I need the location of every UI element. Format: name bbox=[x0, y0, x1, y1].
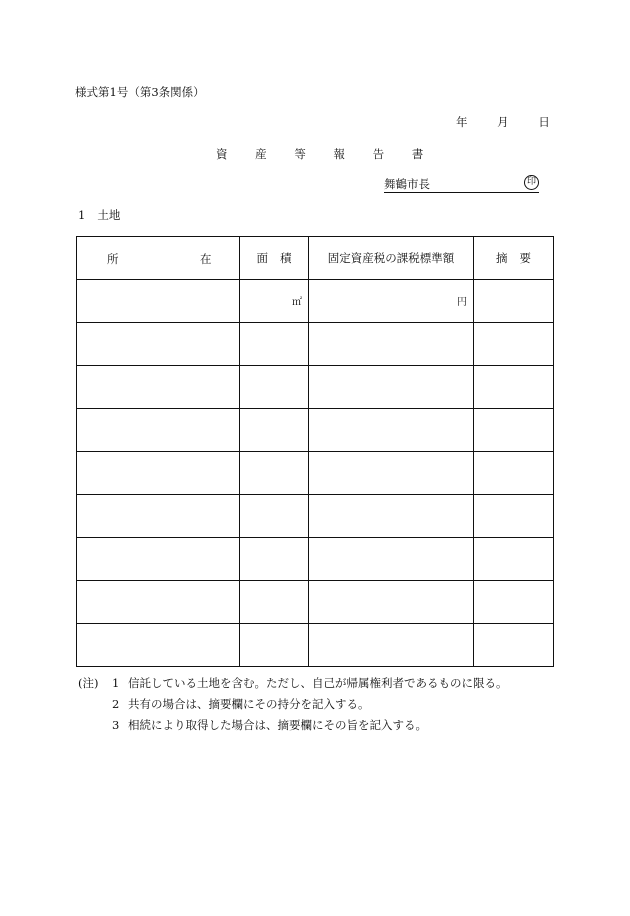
note-cell[interactable] bbox=[474, 624, 554, 667]
table-row bbox=[77, 538, 554, 581]
value-cell[interactable] bbox=[309, 323, 474, 366]
table-row bbox=[77, 624, 554, 667]
area-cell[interactable] bbox=[240, 581, 309, 624]
note-cell[interactable] bbox=[474, 409, 554, 452]
section-title: 土地 bbox=[97, 208, 121, 222]
location-cell[interactable] bbox=[77, 280, 240, 323]
note-cell[interactable] bbox=[474, 452, 554, 495]
header-area bbox=[240, 237, 309, 280]
note-text: 信託している土地を含む。ただし、自己が帰属権利者であるものに限る。 bbox=[128, 676, 508, 690]
location-cell[interactable] bbox=[77, 624, 240, 667]
header-note-label: 摘要 bbox=[496, 251, 543, 265]
value-cell[interactable] bbox=[309, 366, 474, 409]
area-unit: ㎡ bbox=[292, 297, 302, 308]
note-cell[interactable] bbox=[474, 495, 554, 538]
note-number: 3 bbox=[112, 718, 120, 732]
table-header-row bbox=[77, 237, 554, 280]
area-cell[interactable] bbox=[240, 366, 309, 409]
location-cell[interactable] bbox=[77, 452, 240, 495]
location-cell[interactable] bbox=[77, 409, 240, 452]
location-cell[interactable] bbox=[77, 581, 240, 624]
date-day-label: 日 bbox=[538, 115, 550, 129]
title-char: 告 bbox=[372, 147, 385, 161]
note-cell[interactable] bbox=[474, 280, 554, 323]
area-cell[interactable] bbox=[240, 323, 309, 366]
table-row bbox=[77, 323, 554, 366]
table-row bbox=[77, 452, 554, 495]
header-value: 固定資産税の課税標準額 bbox=[309, 237, 474, 280]
location-cell[interactable] bbox=[77, 366, 240, 409]
date-month-label: 月 bbox=[497, 115, 509, 129]
location-cell[interactable] bbox=[77, 323, 240, 366]
header-area-label: 面積 bbox=[256, 251, 304, 265]
table-row bbox=[77, 366, 554, 409]
title-char: 報 bbox=[333, 147, 345, 161]
header-note bbox=[474, 237, 554, 280]
value-cell[interactable] bbox=[309, 581, 474, 624]
area-cell[interactable] bbox=[240, 624, 309, 667]
date-line bbox=[456, 114, 550, 130]
value-cell[interactable] bbox=[309, 624, 474, 667]
note-cell[interactable] bbox=[474, 323, 554, 366]
note-cell[interactable] bbox=[474, 538, 554, 581]
title-char: 等 bbox=[294, 147, 306, 161]
note-cell[interactable] bbox=[474, 581, 554, 624]
location-cell[interactable] bbox=[77, 495, 240, 538]
value-cell[interactable] bbox=[309, 495, 474, 538]
form-number: 様式第1号（第3条関係） bbox=[75, 85, 205, 99]
note-cell[interactable] bbox=[474, 366, 554, 409]
value-cell[interactable] bbox=[309, 538, 474, 581]
header-location-part2: 在 bbox=[200, 252, 212, 266]
table-row bbox=[77, 495, 554, 538]
notes-label: (注) bbox=[78, 676, 99, 690]
header-location bbox=[77, 237, 240, 280]
title-char: 資 bbox=[216, 147, 228, 161]
addressee-name: 舞鶴市長 bbox=[384, 177, 430, 191]
area-cell[interactable] bbox=[240, 452, 309, 495]
table-row bbox=[77, 409, 554, 452]
header-location-part1: 所 bbox=[107, 252, 119, 266]
area-cell[interactable] bbox=[240, 280, 309, 323]
table-row bbox=[77, 280, 554, 323]
note-number: 2 bbox=[112, 697, 120, 711]
title-char: 産 bbox=[255, 147, 267, 161]
seal-icon: 印 bbox=[524, 175, 539, 190]
location-cell[interactable] bbox=[77, 538, 240, 581]
document-title bbox=[216, 146, 447, 162]
note-text: 相続により取得した場合は、摘要欄にその旨を記入する。 bbox=[128, 718, 427, 732]
value-cell[interactable] bbox=[309, 280, 474, 323]
addressee-line bbox=[384, 176, 539, 193]
date-year-label: 年 bbox=[456, 115, 468, 129]
section-heading bbox=[78, 207, 120, 223]
title-char: 書 bbox=[411, 147, 424, 161]
area-cell[interactable] bbox=[240, 538, 309, 581]
value-cell[interactable] bbox=[309, 409, 474, 452]
area-cell[interactable] bbox=[240, 409, 309, 452]
section-number: 1 bbox=[78, 208, 86, 222]
note-number: 1 bbox=[112, 676, 120, 690]
area-cell[interactable] bbox=[240, 495, 309, 538]
table-row bbox=[77, 581, 554, 624]
value-cell[interactable] bbox=[309, 452, 474, 495]
note-text: 共有の場合は、摘要欄にその持分を記入する。 bbox=[128, 697, 370, 711]
value-unit: 円 bbox=[457, 297, 467, 308]
land-table bbox=[76, 236, 554, 667]
